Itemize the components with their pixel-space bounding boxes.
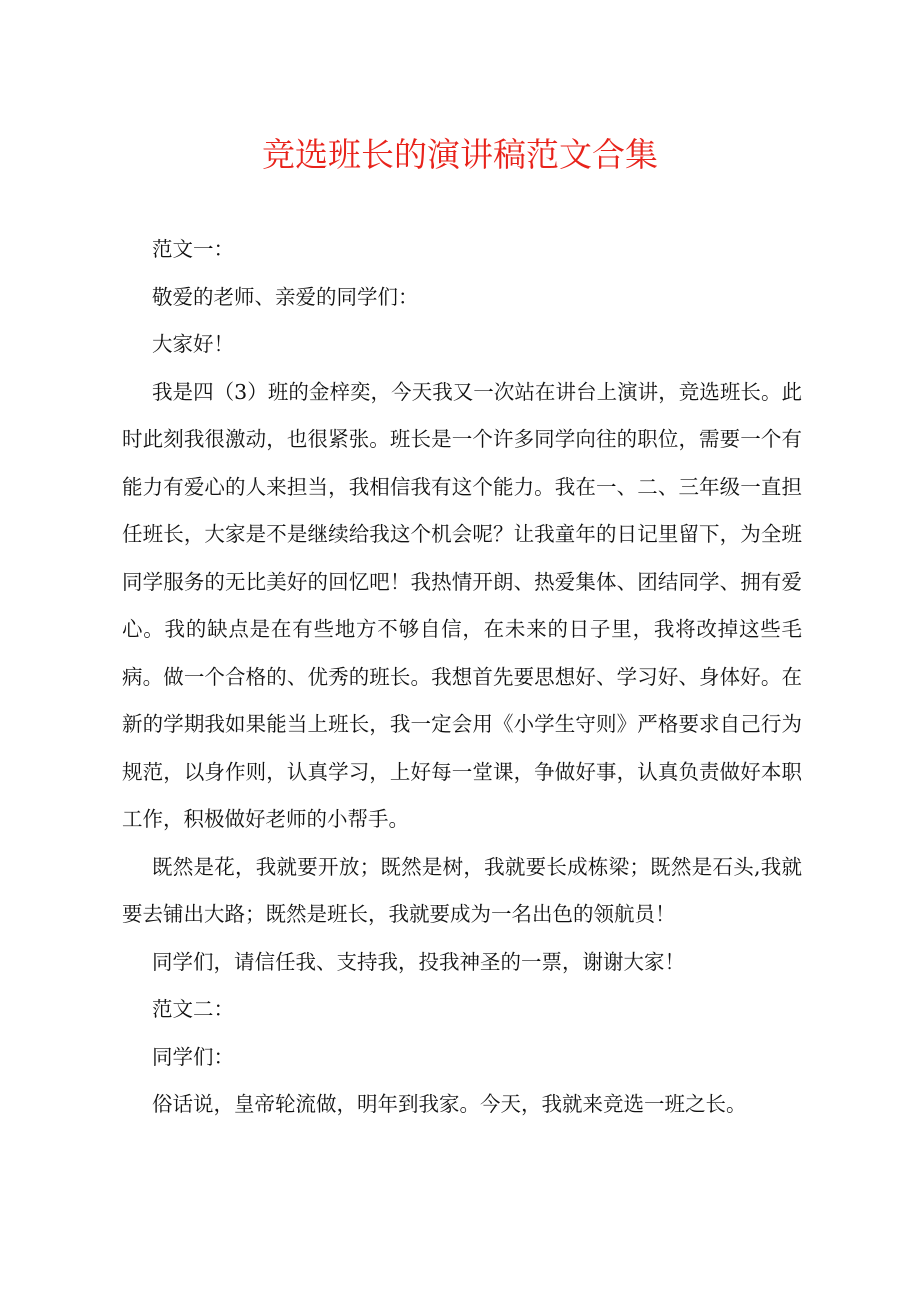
paragraph-self-introduction: 我是四（3）班的金梓奕，今天我又一次站在讲台上演讲，竞选班长。此时此刻我很激动，也很紧张。班长是一个许多同学向往的职位，需要一个有能力有爱心的人来担当，我相信我有这个能力。我在一、二、三年级一直担任班长，大家是不是继续给我这个机会呢？让我童年的日记里留下，为全班同学服务的无比美好的回忆吧！我热情开朗、热爱集体、团结同学、拥有爱心。我的缺点是在有些地方不够自信，在未来的日子里，我将改掉这些毛病。做一个合格的、优秀的班长。我想首先要思想好、学习好、身体好。在新的学期我如果能当上班长，我一定会用《小学生守则》严格要求自己行为规范，以身作则，认真学习，上好每一堂课，争做好事，认真负责做好本职工作，积极做好老师的小帮手。 [122,379,802,831]
paragraph-sample-two-salutation: 同学们： [152,1044,234,1069]
paragraph-metaphor: 既然是花，我就要开放；既然是树，我就要长成栋梁；既然是石头,我就要去铺出大路；既然是班长，我就要成为一名出色的领航员！ [122,854,802,926]
document-body [122,226,802,1129]
paragraph-sample-two-opening: 俗话说，皇帝轮流做，明年到我家。今天，我就来竞选一班之长。 [152,1092,747,1116]
paragraph-closing: 同学们，请信任我、支持我，投我神圣的一票，谢谢大家！ [152,949,685,974]
paragraph-greeting: 大家好！ [152,332,234,356]
paragraph-salutation: 敬爱的老师、亲爱的同学们： [152,284,419,309]
document-title: 竞选班长的演讲稿范文合集 [262,135,658,174]
paragraph-sample-two-heading: 范文二： [152,997,234,1021]
paragraph-sample-one-heading: 范文一： [152,237,234,261]
